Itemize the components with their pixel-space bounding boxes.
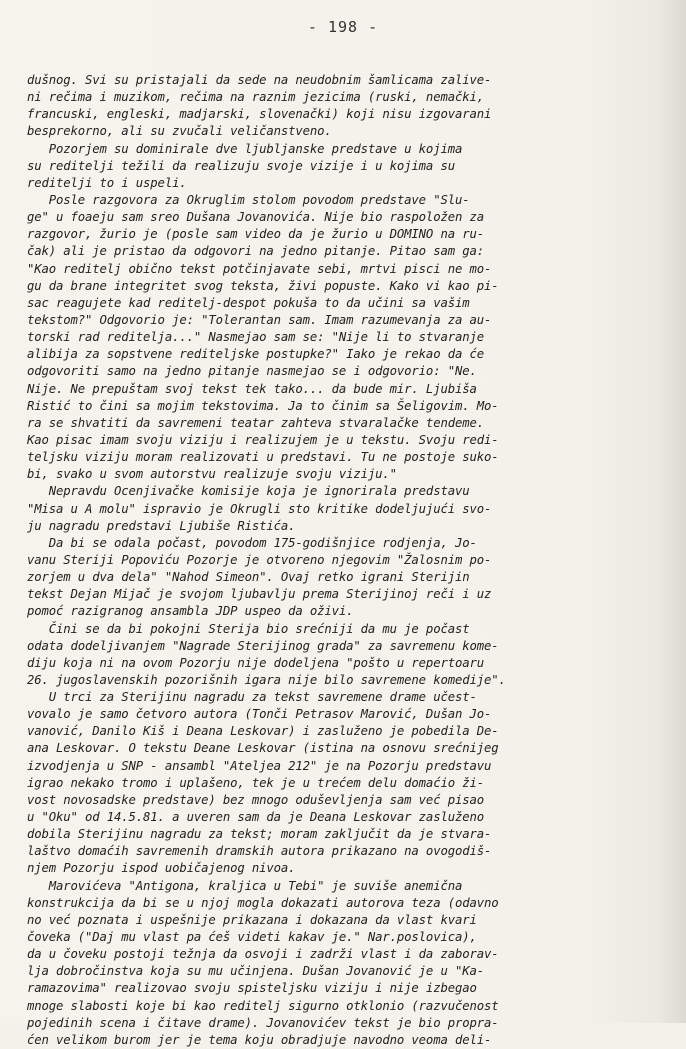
text-line: tekstom?" Odgovorio je: "Tolerantan sam. Imam razumevanja za au- [27, 312, 492, 327]
text-line: tekst Dejan Mijač je svojom ljubavlju prema Sterijinoj reči i uz [27, 587, 492, 602]
body-text [27, 72, 667, 1049]
text-line: dobila Sterijinu nagradu za tekst; moram zaključit da je stvara- [27, 827, 492, 842]
text-line: odgovoriti samo na jedno pitanje nasmejao se i odgovorio: "Ne. [27, 364, 477, 379]
text-line: francuski, engleski, madjarski, slovenački) koji nisu izgovarani [27, 107, 492, 122]
text-line: njem Pozorju ispod uobičajenog nivoa. [27, 861, 296, 876]
text-line: Nepravdu Ocenjivačke komisije koja je ignorirala predstavu [27, 484, 470, 499]
text-line: Pozorjem su dominirale dve ljubljanske predstave u kojima [27, 141, 463, 156]
text-line: izvodjenja u SNP - ansambl "Ateljea 212" je na Pozorju predstavu [27, 758, 492, 773]
text-line: vovalo je samo četvoro autora (Tonči Petrasov Marović, Dušan Jo- [27, 707, 492, 722]
text-line: besprekorno, ali su zvučali veličanstveno. [27, 124, 332, 139]
text-line: vanović, Danilo Kiš i Deana Leskovar) i zasluženo je pobedila De- [27, 724, 499, 739]
text-line: su reditelji težili da realizuju svoje vizije i u kojima su [27, 158, 455, 173]
text-line: reditelji to i uspeli. [27, 175, 187, 190]
text-line: ni rečima i muzikom, rečima na raznim jezicima (ruski, nemački, [27, 90, 484, 105]
text-line: čoveka ("Daj mu vlast pa ćeš videti kakav je." Nar.poslovica), [27, 930, 477, 945]
text-line: ramazovima" realizovao svoju spisteljsku viziju i nije izbegao [27, 981, 477, 996]
text-line: laštvo domaćih savremenih dramskih autora prikazano na ovogodiš- [27, 844, 492, 859]
text-line: pomoć razigranog ansambla JDP uspeo da oživi. [27, 604, 354, 619]
text-line: igrao nekako tromo i uplašeno, tek je u trećem delu domaćio ži- [27, 775, 484, 790]
text-line: Marovićeva "Antigona, kraljica u Tebi" je suviše anemična [27, 878, 463, 893]
text-line: u "Oku" od 14.5.81. a uveren sam da je Deana Leskovar zasluženo [27, 810, 484, 825]
text-line: bi, svako u svom autorstvu realizuje svoju viziju." [27, 467, 397, 482]
text-line: "Kao reditelj obično tekst potčinjavate sebi, mrtvi pisci ne mo- [27, 261, 492, 276]
text-line: teljsku viziju moram realizovati u predstavi. Tu ne postoje suko- [27, 450, 499, 465]
text-line: alibija za sopstvene rediteljske postupke?" Iako je rekao da će [27, 347, 484, 362]
text-line: gu da brane integritet svog teksta, živi popuste. Kako vi kao pi- [27, 278, 499, 293]
text-line: ju nagradu predstavi Ljubiše Ristića. [27, 518, 296, 533]
text-line: ana Leskovar. O tekstu Deane Leskovar (istina na osnovu srećnijeg [27, 741, 499, 756]
text-line: torski rad reditelja..." Nasmejao sam se: "Nije li to stvaranje [27, 330, 484, 345]
text-line: odata dodeljivanjem "Nagrade Sterijinog grada" za savremenu kome- [27, 638, 499, 653]
text-line: zorjem u dva dela" "Nahod Simeon". Ovaj retko igrani Sterijin [27, 570, 470, 585]
text-line: pojedinih scena i čitave drame). Jovanovićev tekst je bio propra- [27, 1015, 499, 1030]
text-line: čak) ali je pristao da odgovori na jedno pitanje. Pitao sam ga: [27, 244, 484, 259]
text-line: Da bi se odala počast, povodom 175-godišnjice rodjenja, Jo- [27, 535, 477, 550]
text-line: Ristić to čini sa mojim tekstovima. Ja to činim sa Šeligovim. Mo- [27, 398, 499, 413]
text-line: mnoge slabosti koje bi kao reditelj sigurno otklonio (razvučenost [27, 998, 499, 1013]
text-line: Posle razgovora za Okruglim stolom povodom predstave "Slu- [27, 192, 470, 207]
text-line: lja dobročinstva koja su mu učinjena. Dušan Jovanović je u "Ka- [27, 964, 484, 979]
text-line: vost novosadske predstave) bez mnogo oduševljenja sam već pisao [27, 792, 484, 807]
text-line: Nije. Ne prepuštam svoj tekst tek tako... da bude mir. Ljubiša [27, 381, 477, 396]
text-line: Čini se da bi pokojni Sterija bio srećniji da mu je počast [27, 621, 470, 636]
text-line: Kao pisac imam svoju viziju i realizujem je u tekstu. Svoju redi- [27, 432, 499, 447]
text-line: sac reagujete kad reditelj-despot pokuša to da učini sa vašim [27, 295, 470, 310]
text-line: "Misa u A molu" ispravio je Okrugli sto kritike dodeljujući svo- [27, 501, 492, 516]
text-line: dušnog. Svi su pristajali da sede na neudobnim šamlicama zalive- [27, 73, 492, 87]
text-line: razgovor, žurio je (posle sam video da je žurio u DOMINO na ru- [27, 227, 484, 242]
text-line: ge" u foaeju sam sreo Dušana Jovanovića. Nije bio raspoložen za [27, 210, 484, 225]
text-line: konstrukcija da bi se u njoj mogla dokazati autorova teza (odavno [27, 895, 499, 910]
text-line: ra se shvatiti da savremeni teatar zahteva stvaralačke tendeme. [27, 415, 484, 430]
page-number: - 198 - [307, 18, 379, 36]
text-line: diju koja ni na ovom Pozorju nije dodeljena "pošto u repertoaru [27, 655, 484, 670]
text-line: 26. jugoslavenskih pozorišnih igara nije bilo savremene komedije". [27, 672, 506, 687]
text-line: ćen velikom burom jer je tema koju obradjuje navodno veoma deli- [27, 1032, 492, 1047]
text-line: vanu Steriji Popoviću Pozorje je otvoreno njegovim "Žalosnim po- [27, 552, 492, 567]
text-line: U trci za Sterijinu nagradu za tekst savremene drame učest- [27, 690, 477, 705]
text-line: da u čoveku postoji težnja da osvoji i zadrži vlast i da zaborav- [27, 947, 499, 962]
text-line: no već poznata i uspešnije prikazana i dokazana da vlast kvari [27, 912, 477, 927]
